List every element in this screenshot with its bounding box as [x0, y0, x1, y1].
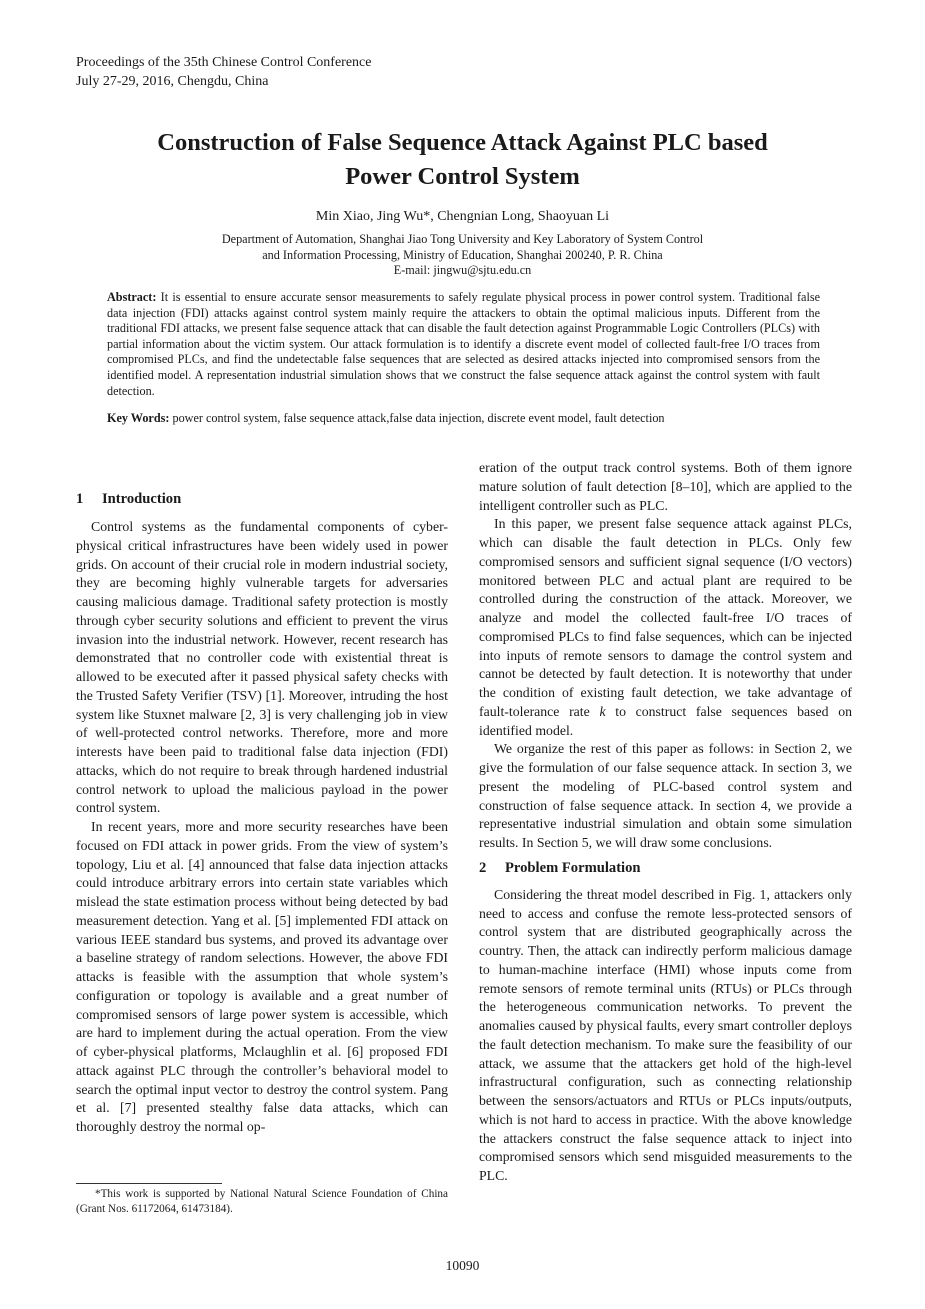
section-2-heading — [479, 858, 852, 878]
author-list: Min Xiao, Jing Wu*, Chengnian Long, Shaoyuan Li — [315, 209, 610, 224]
title-line-1: Construction of False Sequence Attack Against PLC based — [157, 129, 768, 156]
conference-date: July 27-29, 2016, Chengdu, China — [76, 74, 269, 89]
conference-name: Proceedings of the 35th Chinese Control Conference — [76, 55, 372, 70]
intro-paragraph-2-continued: eration of the output track control systems. Both of them ignore mature solution of fault detection [8–10], which are applied to the intelligent controller such as PLC. — [479, 460, 852, 513]
intro-paragraph-1: Control systems as the fundamental components of cyber-physical critical infrastructures have been widely used in power grids. On account of their crucial role in modern industrial society, they are becoming highly vulnerable targets for adversaries causing malicious damage. Traditional safety protection is mostly through cyber security solutions and efficient to prevent the virus invasion into the industrial network. However, recent research has demonstrated that no controller code with existential threat is allowed to be executed after it passed physical safety checks with the Trusted Safety Verifier (TSV) [1]. Moreover, intruding the host system like Stuxnet malware [2, 3] is very challenging job in view of well-protected control networks. Therefore, more and more interests have been paid to traditional false data injection (FDI) attacks, which do not require to break through hardened industrial control network to upload the malicious payload in the power control system. — [76, 519, 448, 816]
intro-paragraph-2: In recent years, more and more security researches have been focused on FDI attack in power grids. From the view of system’s topology, Liu et al. [4] announced that false data injection attacks could introduce arbitrary errors into certain state variables which mislead the state estimation process without being detected by bad measurement detection. Yang et al. [5] implemented FDI attack on various IEEE standard bus systems, and proved its advantage over a baseline strategy of random selections. However, the above FDI attacks is feasible with the assumption that whole system’s configuration or topology is available and a great number of compromised sensors of large power system is accessible, which are hard to implement during the actual operation. From the view of cyber-physical platforms, Mclaughlin et al. [6] proposed FDI attack against PLC through the controller’s behavioral model to search the optimal input vector to destroy the control system. Pang et al. [7] presented stealthy false data attacks, which can thoroughly destroy the normal op- — [76, 819, 448, 1134]
affiliation — [60, 232, 865, 279]
abstract-text: It is essential to ensure accurate sensor measurements to safely regulate physical process in power control system. Traditional false data injection (FDI) attacks against control system mainly require the attackers to obtain the optimal malicious inputs. Different from the traditional FDI attacks, we present false sequence attack that can disable the fault detection against Programmable Logic Controllers (PLCs) with partial information about the victim system. Our attack formulation is to identify a discrete event model of collected fault-free I/O traces from compromised PLCs, and find the undetectable false sequences that are selected as desired attacks injected into compromised sensors from the identified model. A representation industrial simulation shows that we construct the false sequence attack against the control system with fault detection. — [107, 290, 820, 398]
footnote-text: *This work is supported by National Natural Science Foundation of China (Grant Nos. 61172064, 61473184). — [76, 1188, 448, 1215]
section-2-title: Problem Formulation — [505, 859, 641, 876]
title-line-2: Power Control System — [345, 163, 580, 190]
keywords — [107, 411, 820, 427]
intro-paragraph-3-text: In this paper, we present false sequence attack against PLCs, which can disable the fault detection in PLCs. Only few compromised sensors and sufficient signal sequence (I/O vectors) monitored between PLC and actual plant are required to be controlled during the construction of the attack. Moreover, we analyze and model the collected fault-free I/O traces of compromised PLCs to find false sequences, which can be injected into inputs of remote sensors to damage the control system and cannot be detected by fault detection. It is noteworthy that under the condition of existing fault detection, we take advantage of fault-tolerance rate — [479, 516, 852, 719]
formulation-paragraph-1: Considering the threat model described in Fig. 1, attackers only need to access and confuse the remote less-protected sensors of control system that are distributed geographically across the country. Then, the attack can indirectly perform malicious damage to human-machine interface (HMI) whose inputs come from remote sensors of remote terminal units (RTUs) or PLCs through the heterogeneous communication networks. To prevent the anomalies caused by physical faults, every smart controller deploys the fault detection mechanism. To make sure the feasibility of our attack, we assume that the attackers get hold of the high-level infrastructural configuration, such as connecting relationship between the sensors/actuators and RTUs or PLCs inputs/outputs, which is not hard to access in practice. With the above knowledge the attackers construct the false sequence attack to inject into compromised sensors which send misguided measurements to the PLC. — [479, 886, 852, 1183]
right-column — [479, 459, 852, 1186]
author-email: E-mail: jingwu@sjtu.edu.cn — [393, 263, 532, 277]
keywords-label: Key Words: — [107, 411, 170, 425]
page-number: 10090 — [445, 1258, 480, 1273]
intro-paragraph-3 — [479, 515, 852, 740]
section-1-number: 1 — [76, 491, 84, 507]
intro-paragraph-4: We organize the rest of this paper as follows: in Section 2, we give the formulation of our false sequence attack. In section 3, we present the modeling of PLC-based control system and construction of false sequence attack. In section 4, we provide a representative industrial simulation and obtain some simulation results. In Section 5, we will draw some conclusions. — [479, 741, 852, 850]
keywords-text: power control system, false sequence attack,false data injection, discrete event model, fault detection — [172, 411, 665, 425]
affiliation-line-1: Department of Automation, Shanghai Jiao Tong University and Key Laboratory of System Control — [221, 232, 704, 246]
tolerance-variable: k — [599, 703, 606, 719]
paper-title — [60, 126, 865, 194]
section-2-number: 2 — [479, 859, 487, 876]
abstract — [107, 290, 820, 399]
affiliation-line-2: and Information Processing, Ministry of Education, Shanghai 200240, P. R. China — [262, 247, 663, 262]
section-1-heading — [76, 489, 448, 509]
section-1-title: Introduction — [102, 491, 182, 507]
footnote-rule — [76, 1183, 222, 1184]
intro-paragraph-3-end: to construct false sequences based on identified model. — [479, 703, 853, 738]
proceedings-header — [76, 53, 371, 91]
funding-footnote — [76, 1187, 448, 1216]
abstract-label: Abstract: — [107, 290, 157, 304]
left-column — [76, 489, 448, 1137]
